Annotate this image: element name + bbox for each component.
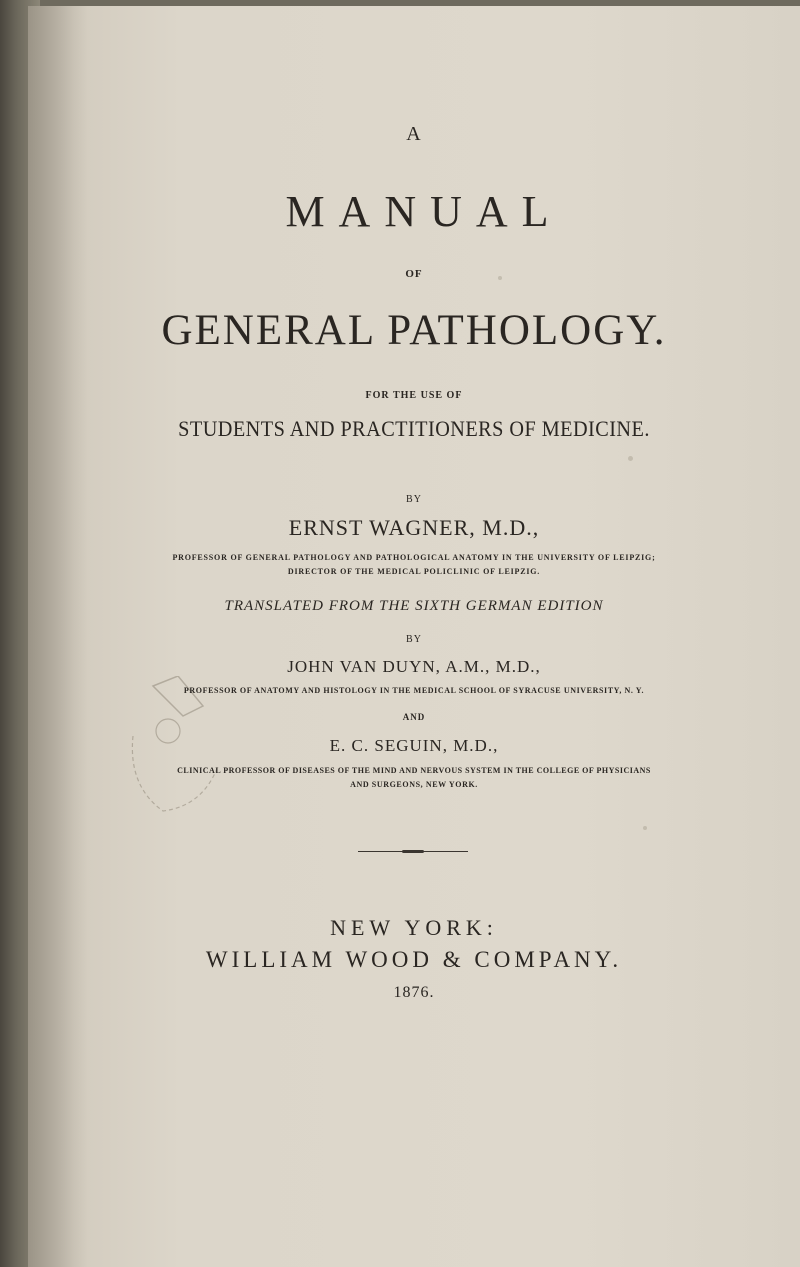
title-manual: MANUAL xyxy=(285,187,563,236)
title-of: OF xyxy=(405,268,423,280)
paper-spot xyxy=(643,826,647,830)
author-title-1: PROFESSOR OF GENERAL PATHOLOGY AND PATHOLOGICAL ANATOMY IN THE UNIVERSITY OF LEIPZIG; xyxy=(172,553,656,562)
translator-2-name: E. C. SEGUIN, M.D., xyxy=(329,736,499,755)
author-name: ERNST WAGNER, M.D., xyxy=(288,515,540,540)
by-label-2: BY xyxy=(406,634,422,645)
translator-1-title: PROFESSOR OF ANATOMY AND HISTOLOGY IN THE MEDICAL SCHOOL OF SYRACUSE UNIVERSITY, N. Y. xyxy=(183,686,645,695)
publisher-city: NEW YORK: xyxy=(330,915,498,940)
translator-2-title-1: CLINICAL PROFESSOR OF DISEASES OF THE MIND AND NERVOUS SYSTEM IN THE COLLEGE OF PHYSICIANS xyxy=(177,766,651,775)
title-subject: GENERAL PATHOLOGY. xyxy=(161,307,667,354)
title-article: A xyxy=(406,123,422,145)
publisher-name: WILLIAM WOOD & COMPANY. xyxy=(205,947,623,972)
title-page xyxy=(28,6,800,1267)
audience: STUDENTS AND PRACTITIONERS OF MEDICINE. xyxy=(178,416,650,441)
author-title-2: DIRECTOR OF THE MEDICAL POLICLINIC OF LEIPZIG. xyxy=(287,567,541,576)
translator-1-name: JOHN VAN DUYN, A.M., M.D., xyxy=(287,657,541,676)
and-label: AND xyxy=(402,712,426,722)
for-the-use-of: FOR THE USE OF xyxy=(365,390,463,401)
translator-2-title-2: AND SURGEONS, NEW YORK. xyxy=(350,780,478,789)
ornamental-rule xyxy=(358,851,468,852)
translation-note: TRANSLATED FROM THE SIXTH GERMAN EDITION xyxy=(224,598,604,614)
by-label: BY xyxy=(406,494,422,505)
publication-year: 1876. xyxy=(393,984,435,1001)
paper-spot xyxy=(628,456,633,461)
